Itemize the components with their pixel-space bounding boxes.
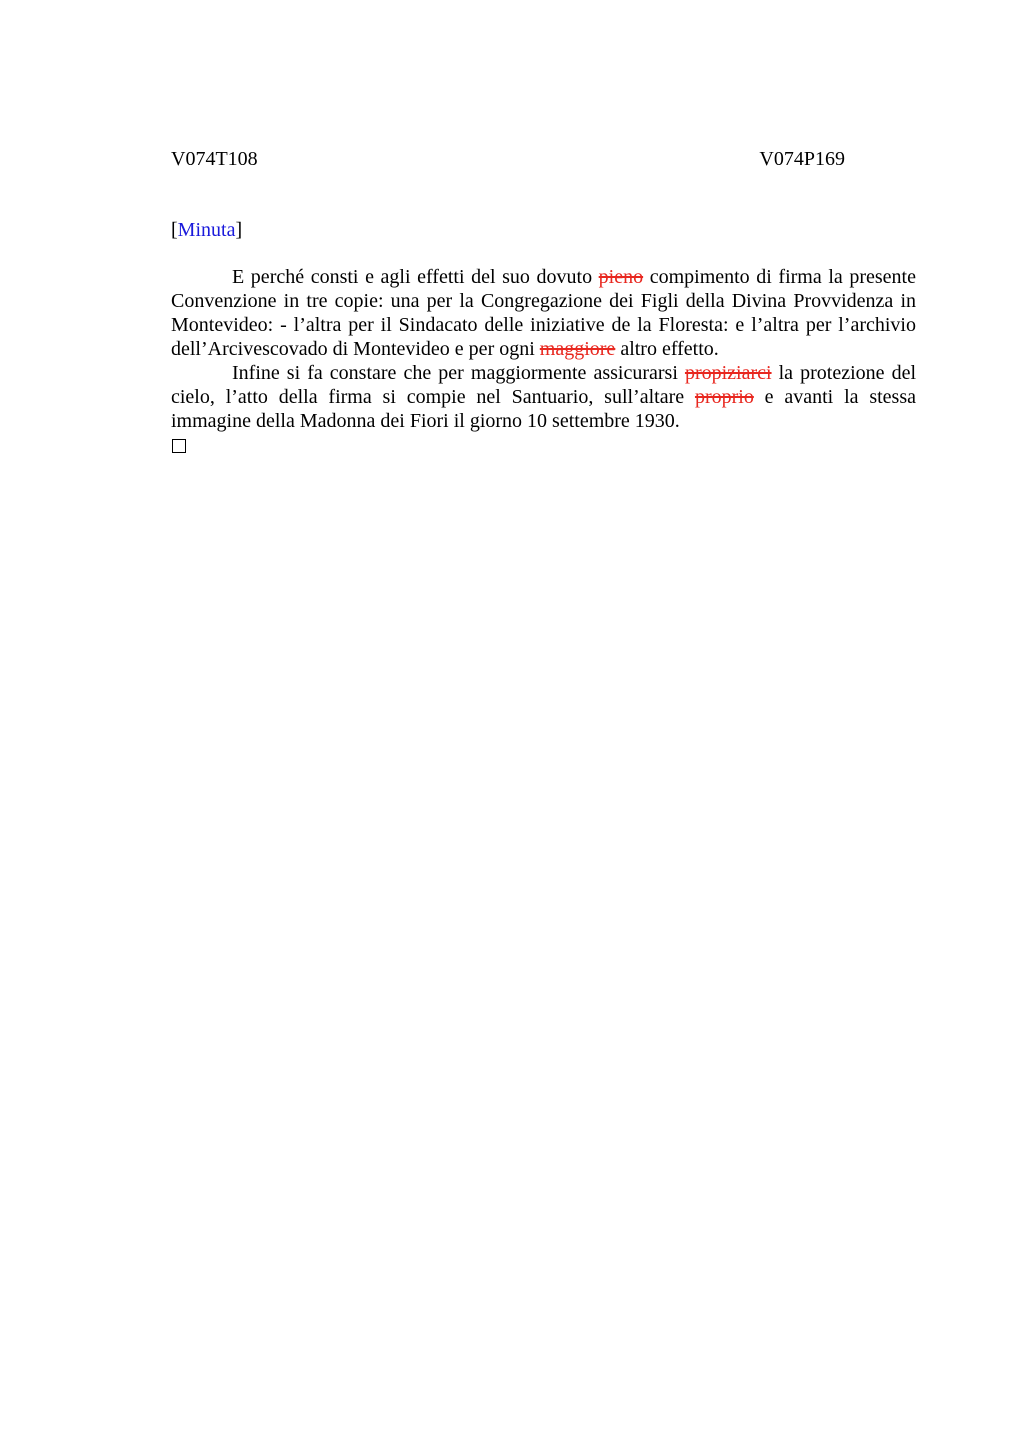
document-code-right: V074P169 [759, 148, 845, 170]
deleted-word: pieno [598, 266, 644, 288]
paragraph-text: E perché consti e agli effetti del suo dovuto [232, 266, 599, 288]
page-header [171, 146, 845, 172]
label-close-bracket: ] [235, 219, 243, 241]
paragraph-2 [171, 361, 916, 433]
section-label [171, 217, 242, 243]
deleted-word: maggiore [539, 338, 616, 360]
document-body [171, 265, 916, 453]
deleted-word: proprio [694, 386, 754, 408]
paragraph-text: altro effetto. [615, 338, 719, 360]
paragraph-text: la protezione del cielo, l’atto della firma si compie nel Santuario, sull’altare [171, 362, 917, 408]
paragraph-1 [171, 265, 916, 361]
document-code-left: V074T108 [171, 148, 258, 170]
label-open-bracket: [ [171, 219, 178, 241]
paragraph-text: Infine si fa constare che per maggiormente assicurarsi [232, 362, 685, 384]
minuta-link[interactable]: Minuta [177, 219, 236, 241]
paragraph-text: e avanti la stessa immagine della Madonna dei Fiori il giorno 10 settembre 1930. [171, 386, 916, 432]
deleted-word: propiziarci [684, 362, 772, 384]
paragraph-text: compimento di firma la presente Convenzione in tre copie: una per la Congregazione dei Figli della Divina Provvidenza in Montevideo: - l’altra per il Sindacato delle iniziative de la Floresta: e l’altra per l’archivio dell’Arcivescovado di Montevideo e per ogni [171, 266, 916, 360]
empty-square-icon [172, 439, 186, 453]
